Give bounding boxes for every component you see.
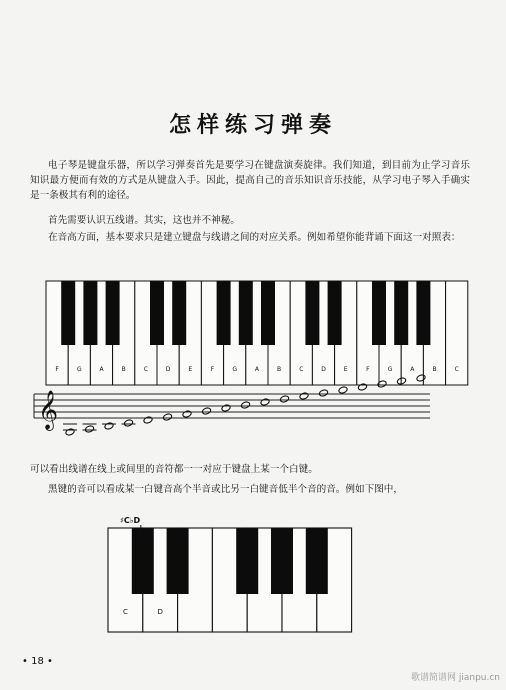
key-note-label: D [165, 366, 171, 373]
black-key [61, 281, 75, 345]
key-note-label: F [210, 366, 215, 373]
watermark: 歌谱简谱网 jianpu.cn [410, 673, 500, 683]
key-note-label: F [366, 366, 370, 373]
key-note-label: D [321, 366, 326, 373]
key-note-label: G [76, 366, 82, 373]
whole-note [65, 428, 75, 436]
whole-note [143, 416, 153, 424]
black-key [394, 281, 408, 345]
key-note-label: G [387, 366, 393, 373]
keyboard-diagram-2 [108, 516, 352, 632]
paragraph-pitch-mapping: 在音高方面，基本要求只是建立键盘与线谱之间的对应关系。例如希望你能背诵下面这一对照表： [48, 232, 461, 243]
key-note-label: A [254, 366, 259, 373]
key-note-label: A [99, 366, 104, 373]
key-note-label: C [143, 366, 149, 373]
whole-note [241, 401, 251, 409]
black-key [167, 528, 189, 594]
whole-note [280, 395, 290, 403]
paragraph-staff-intro: 首先需要认识五线谱。其实，这也并不神秘。 [48, 215, 240, 226]
key-note-label: C [299, 366, 304, 373]
whole-note [124, 419, 134, 427]
whole-note [221, 404, 231, 412]
whole-note [202, 407, 212, 415]
black-key [83, 281, 97, 345]
page-title: 怎样练习弹奏 [168, 112, 337, 138]
black-key [261, 281, 275, 345]
key-note-label: B [277, 366, 282, 373]
key-note-label: A [410, 366, 415, 373]
black-key [306, 528, 328, 594]
key-note-label: G [232, 366, 238, 373]
whole-note [104, 422, 114, 430]
black-key [372, 281, 386, 345]
black-key [416, 281, 430, 345]
key-note-label: F [55, 366, 59, 373]
black-key [132, 528, 154, 594]
key-note-label: D [157, 608, 163, 616]
keyboard-diagram-1 [46, 281, 468, 385]
key-note-label: E [188, 366, 193, 373]
black-key-label: ♯C♭D [120, 516, 141, 525]
paragraph-intro: 电子琴是键盘乐器，所以学习弹奏首先是要学习在键盘演奏旋律。我们知道，到目前为止学习音乐知识最方便而有效的方式是从键盘入手。因此，提高自己的音乐知识音乐技能，从学习电子琴入手确实是一条极其有利的途径。 [30, 160, 470, 201]
whole-note [85, 425, 95, 433]
page-number: • 18 • [22, 656, 53, 667]
paragraph-black-keys: 黑键的音可以看成某一白键音高个半音或比另一白键音低半个音的音。例如下图中， [48, 484, 403, 495]
black-key [239, 281, 253, 345]
paragraph-white-keys: 可以看出线谱在线上或间里的音符都一一对应于键盘上某一个白键。 [30, 464, 318, 475]
black-key [305, 281, 319, 345]
whole-note [182, 410, 192, 418]
key-note-label: B [432, 366, 437, 373]
whole-note [299, 392, 309, 400]
key-note-label: E [343, 366, 348, 373]
black-key [217, 281, 231, 345]
whole-note [338, 386, 348, 394]
treble-clef-icon: 𝄞 [38, 390, 59, 430]
black-key [106, 281, 120, 345]
black-key [150, 281, 164, 345]
black-key [271, 528, 293, 594]
key-note-label: C [122, 608, 128, 616]
black-key [172, 281, 186, 345]
whole-note [260, 398, 270, 406]
black-key [328, 281, 342, 345]
black-key [236, 528, 258, 594]
key-note-label: C [454, 366, 459, 373]
whole-note [163, 413, 173, 421]
key-note-label: B [121, 366, 126, 373]
whole-note [319, 389, 329, 397]
